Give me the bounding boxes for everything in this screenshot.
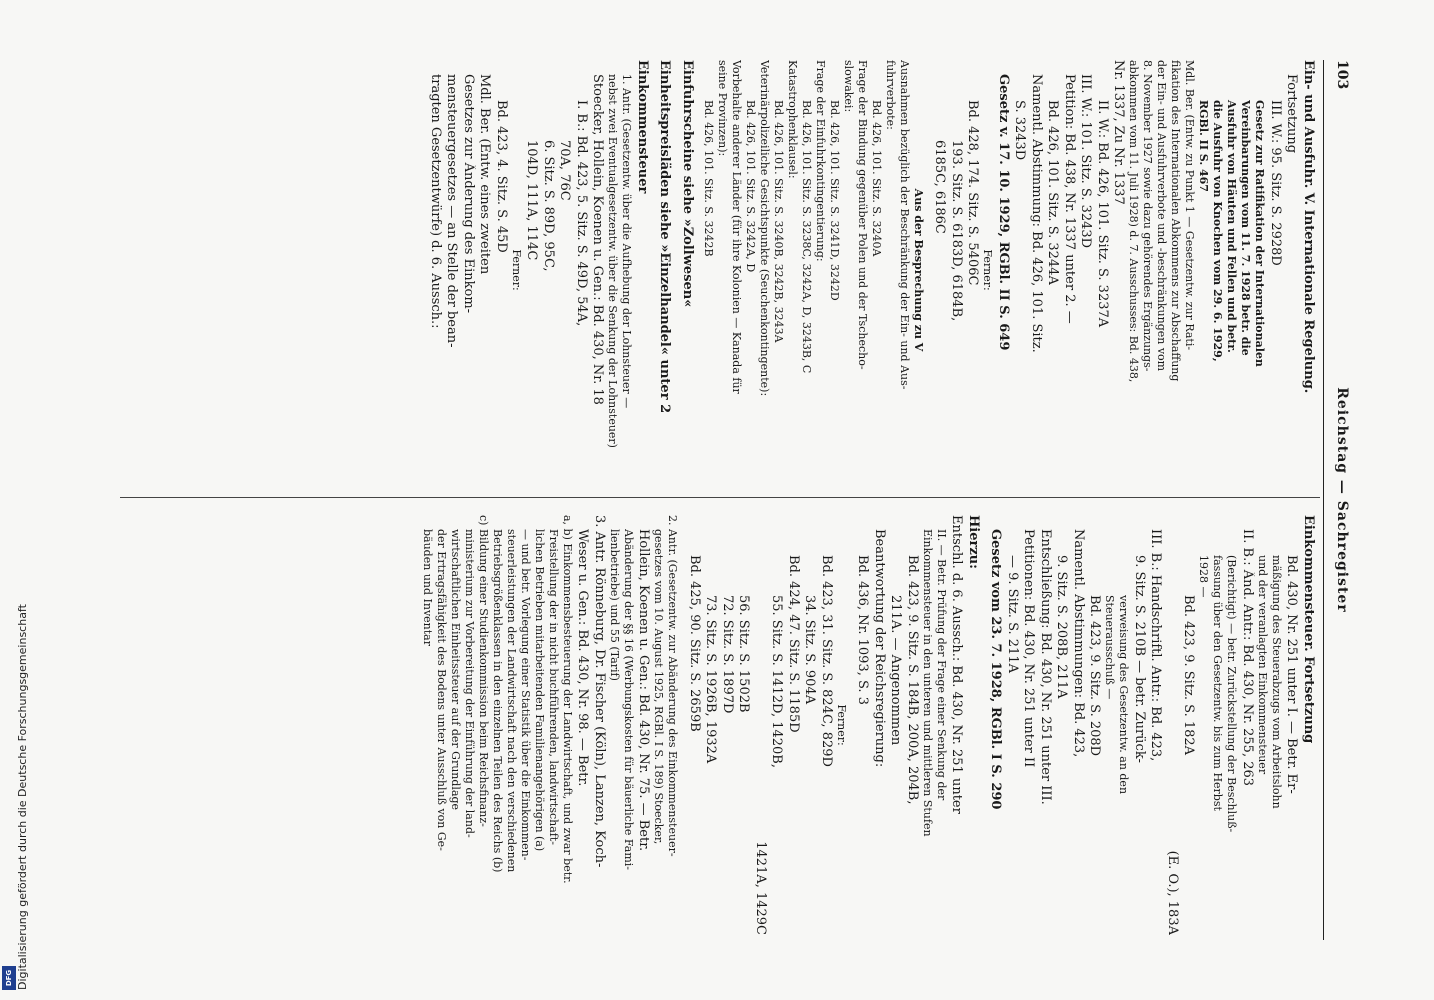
register-line: Petition: Bd. 438, Nr. 1337 unter 2. — bbox=[1062, 74, 1077, 324]
register-line: Bd. 436, Nr. 1093, S. 3 bbox=[855, 555, 871, 705]
register-line: — und betr. Vorlegung einer Statistik über die Einkommen- bbox=[519, 529, 532, 861]
register-line: 6. Sitz. S. 89D, 95C, bbox=[541, 140, 556, 272]
left-column bbox=[427, 60, 1317, 480]
register-line bbox=[925, 60, 931, 480]
register-line: Bd. 423, 9. Sitz. S. 182A bbox=[1181, 595, 1197, 756]
register-line: 1421A, 1429C bbox=[753, 841, 768, 935]
register-line: abkommen vom 11. Juli 1928) d. 7. Ausschusses: Bd. 438, bbox=[1127, 60, 1141, 383]
register-line: — 9. Sitz. S. 211A bbox=[1005, 555, 1020, 673]
register-line: Mdl. Ber. (Entw. zu Punkt 1 — Gesetzentw. zur Rati- bbox=[1183, 60, 1197, 351]
register-line: die Ausfuhr von Knochen vom 29. 6. 1929, bbox=[1211, 100, 1225, 362]
register-line: mensteuergesetzes — an Stelle der bean- bbox=[444, 74, 460, 348]
register-line: c) Bildung einer Studienkommission beim Reichsfinanz- bbox=[477, 515, 490, 827]
register-line: Nr. 1337, Zu Nr. 1337 bbox=[1111, 60, 1127, 205]
register-line: Bd. 426, 101. Sitz. S. 3240A bbox=[870, 100, 883, 257]
register-line: Mdl. Ber. (Entw. eines zweiten bbox=[477, 74, 493, 275]
register-line: mäßigung des Steuerabzugs vom Arbeitslohn bbox=[1270, 555, 1283, 809]
register-line: Ein- und Ausfuhr. V. Internationale Regelung. bbox=[1301, 60, 1316, 394]
register-line: Bd. 430, Nr. 251 unter I. — Betr. Er- bbox=[1284, 555, 1300, 794]
register-line: Entschl. d. 6. Aussch.: Bd. 430, Nr. 251 unter bbox=[949, 515, 965, 814]
register-line: gesetzes vom 10. August 1925, RGBl. I S. 189) Stoecker, bbox=[652, 529, 666, 845]
register-line: Weser u. Gen.: Bd. 430, Nr. 98. — Betr. bbox=[575, 529, 591, 787]
register-line: Veterinärpolizeiliche Gesichtspunkte (Seuchenkontingente): bbox=[758, 60, 771, 397]
register-line: fassung über den Gesetzentw. bis zum Herbst bbox=[1211, 555, 1225, 811]
header-rule bbox=[1323, 60, 1324, 940]
register-line: a, b) Einkommensbesteuerung der Landwirtschaft, und zwar betr. bbox=[561, 515, 574, 884]
register-line: Bd. 424, 47. Sitz. S. 1185D bbox=[786, 555, 801, 733]
register-line: fikation des Internationalen Abkommens zur Abschaffung bbox=[1169, 60, 1183, 382]
register-line: II. B.: Änd. Antr.: Bd. 430, Nr. 255, 263 bbox=[1240, 529, 1255, 787]
register-line: 56. Sitz. S. 1502B bbox=[736, 595, 752, 713]
register-line: wirtschaftlichen Einheitssteuer auf der Grundlage bbox=[449, 529, 462, 811]
register-line: steuerleistungen der Landwirtschaft nach den verschiedenen bbox=[505, 529, 518, 873]
register-line: Frage der Bindung gegenüber Polen und der Tschecho- bbox=[856, 60, 869, 370]
register-line: slowakei: bbox=[842, 60, 855, 113]
register-line: Bd. 425, 90. Sitz. S. 2659B bbox=[687, 555, 702, 732]
register-line: Bd. 423, 9. Sitz. S. 208D bbox=[1087, 595, 1103, 757]
register-line: Frage der Einfuhrkontingentierung: bbox=[814, 60, 827, 262]
register-line: 9. Sitz. S. 210B — betr. Zurück- bbox=[1132, 555, 1147, 763]
register-line: und der veranlagten Einkommensteuer bbox=[1256, 555, 1269, 775]
register-line: Gesetzes zur Änderung des Einkom- bbox=[461, 74, 476, 314]
register-line: Hierzu: bbox=[966, 515, 981, 569]
register-line: Gesetz zur Ratifikation der Internationalen bbox=[1253, 100, 1267, 367]
register-line: RGBl. II S. 467 bbox=[1197, 100, 1211, 192]
register-line: 211A. — Angenommen bbox=[888, 595, 904, 746]
page-title: Reichstag — Sachregister bbox=[1334, 387, 1350, 613]
dfg-logo-text: DFG bbox=[5, 969, 13, 987]
register-line: Entschließung: Bd. 430, Nr. 251 unter III. bbox=[1038, 529, 1053, 805]
register-line: Ausfuhr von Häuten und Fellen und betr. bbox=[1225, 100, 1239, 353]
register-line: Katastrophenklausel: bbox=[786, 60, 799, 179]
register-line: nebst zwei Eventualgesetzentw. über die Senkung der Lohnsteuer) bbox=[606, 74, 620, 448]
register-line: Vorbehalte anderer Länder (für ihre Kolonien — Kanada für bbox=[730, 60, 743, 394]
register-line: II. W.: Bd. 426, 101. Sitz. S. 3237A bbox=[1095, 100, 1110, 328]
register-line: Fortsetzung bbox=[1284, 74, 1300, 154]
register-line: Steuerausschuß — bbox=[1103, 595, 1117, 700]
register-line: der Ein- und Ausfuhrverbote und -beschränkungen vom bbox=[1155, 60, 1169, 372]
register-line: Ferner: bbox=[835, 704, 848, 746]
register-line: 1928 — bbox=[1197, 555, 1211, 598]
register-line: 2. Antr. (Gesetzentw. zur Abänderung des Einkommensteuer- bbox=[666, 515, 680, 857]
register-line: 1. Antr. (Gesetzentw. über die Aufhebung der Lohnsteuer — bbox=[620, 74, 634, 409]
register-line: Ferner: bbox=[510, 249, 523, 291]
register-line: Bd. 426, 101. Sitz. S. 3244A bbox=[1045, 100, 1061, 285]
register-line: Bd. 426, 101. Sitz. S. 3238C, 3242A, D, 3243B, C bbox=[800, 100, 813, 374]
register-line: Einheitspreisläden siehe »Einzelhandel« unter 2 bbox=[657, 60, 673, 414]
register-line: lichen Betrieben mitarbeitenden Familienangehörigen (a) bbox=[533, 529, 546, 852]
register-line: fuhrverbote: bbox=[884, 60, 897, 130]
register-line: 34. Sitz. S. 904A bbox=[802, 595, 818, 705]
register-line: 3. Antr. Rönneburg, Dr. Fischer (Köln), Lanzen, Koch- bbox=[592, 515, 607, 868]
register-line: Bd. 426, 101. Sitz. S. 3241D, 3242D bbox=[828, 100, 841, 301]
register-line: Bd. 426, 101. Sitz. S. 3242B bbox=[702, 100, 715, 257]
register-line: der Ertragsfähigkeit des Bodens unter Ausschluß von Ge- bbox=[435, 529, 448, 851]
register-line: Ausnahmen bezüglich der Beschränkung der Ein- und Aus- bbox=[898, 60, 911, 390]
register-line: Stoecker, Hollein, Koenen u. Gen.: Bd. 430, Nr. 18 bbox=[590, 74, 606, 405]
register-line: 73. Sitz. S. 1926B, 1932A bbox=[703, 595, 719, 764]
register-line: 8. November 1927 sowie dazu gehörendes Ergänzungs- bbox=[1141, 60, 1155, 372]
register-line: Bd. 423, 4. Sitz. S. 45D bbox=[494, 100, 509, 253]
register-line: 70A, 76C bbox=[557, 140, 573, 201]
register-line: tragten Gesetzentwürfe) d. 6. Aussch.: bbox=[428, 74, 443, 329]
register-line: Freistellung der in nicht buchführenden, landwirtschaft- bbox=[547, 529, 560, 845]
register-line: Namentl. Abstimmungen: Bd. 423, bbox=[1071, 529, 1086, 758]
register-line: Gesetz vom 23. 7. 1928, RGBl. I S. 290 bbox=[988, 529, 1004, 810]
right-column bbox=[420, 515, 1316, 935]
register-line: Gesetz v. 17. 10. 1929, RGBl. II S. 649 bbox=[996, 74, 1011, 351]
page-header bbox=[1328, 60, 1350, 940]
register-line: Namentl. Abstimmung: Bd. 426, 101. Sitz. bbox=[1029, 74, 1044, 353]
register-line: verweisung des Gesetzentw. an den bbox=[1117, 595, 1131, 795]
register-line: III. B.: Handschriftl. Antr.: Bd. 423, bbox=[1148, 529, 1164, 762]
register-line: Einkommensteuer bbox=[635, 60, 650, 194]
register-line: Einkommensteuer. Fortsetzung bbox=[1301, 515, 1316, 744]
register-line: II. — Betr. Prüfung der Frage einer Senkung der bbox=[935, 529, 948, 801]
register-line: S. 3243D bbox=[1012, 100, 1028, 161]
register-line: III. W.: 101. Sitz. S. 3243D bbox=[1078, 74, 1094, 249]
register-line: Petitionen: Bd. 430, Nr. 251 unter II bbox=[1021, 529, 1037, 768]
page-number: 103 bbox=[1334, 60, 1350, 90]
register-line: Hollein, Koenen u. Gen.: Bd. 430, Nr. 75. — Betr. bbox=[636, 529, 652, 852]
register-line: lienbetriebe) und 55 (Tarif) bbox=[608, 529, 621, 681]
rotated-register-page bbox=[100, 60, 1350, 940]
register-line: III. W.: 95. Sitz. S. 2928D bbox=[1268, 100, 1283, 266]
register-line: 104D, 111A, 114C bbox=[524, 140, 540, 261]
register-line: I. B.: Bd. 423, 5. Sitz. S. 49D, 54A, bbox=[574, 100, 589, 327]
dfg-logo bbox=[2, 966, 16, 990]
register-line: Einfuhrscheine siehe »Zollwesen« bbox=[680, 60, 695, 308]
register-line: ministerium zur Vorbereitung der Einführung der land- bbox=[463, 529, 476, 838]
register-line: Bd. 426, 101. Sitz. S. 3242A, D bbox=[744, 100, 757, 273]
funding-notice: Digitalisierung gefördert durch die Deutsche Forschungsgemeinschaft bbox=[16, 604, 29, 990]
column-divider bbox=[120, 497, 1320, 498]
register-line: (E. O.), 183A bbox=[1165, 850, 1180, 935]
register-line: seine Provinzen): bbox=[716, 60, 729, 157]
register-line: Bd. 426, 101. Sitz. S. 3240B, 3242B, 3243A bbox=[772, 100, 785, 343]
register-line: 72. Sitz. S. 1897D bbox=[720, 595, 735, 714]
register-line: Beantwortung der Reichsregierung: bbox=[872, 529, 887, 768]
register-line: Ferner: bbox=[981, 249, 995, 291]
register-line: Einkommensteuer in den unteren und mittleren Stufen bbox=[921, 529, 934, 837]
register-line: Aus der Besprechung zu V bbox=[912, 188, 925, 352]
register-line: 193. Sitz. S. 6183D, 6184B, bbox=[949, 140, 964, 322]
footer bbox=[0, 0, 29, 1000]
register-line: 9. Sitz. S. 208B, 211A bbox=[1054, 555, 1070, 699]
register-line: Bd. 428, 174. Sitz. S. 5406C bbox=[965, 100, 981, 286]
register-line: 6185C, 6186C bbox=[932, 140, 948, 234]
register-line: Bd. 423, 9. Sitz. S. 184B, 200A, 204B, bbox=[905, 555, 920, 805]
register-line: Abänderung der §§ 16 (Werbungskosten für bäuerliche Fami- bbox=[622, 529, 635, 871]
register-line: 55. Sitz. S. 1412D, 1420B, bbox=[769, 595, 785, 768]
register-line: Betriebsgrößenklassen in den einzelnen Teilen des Reichs (b) bbox=[491, 529, 504, 873]
register-line: (Berichtigt) — betr. Zurückstellung der Beschluß- bbox=[1225, 555, 1239, 833]
register-line: Bd. 423, 31. Sitz. S. 824C, 829D bbox=[819, 555, 834, 767]
register-line: bäuden und Inventar bbox=[421, 529, 434, 646]
register-line: Vereinbarungen vom 11. 7. 1928 betr. die bbox=[1239, 100, 1253, 356]
